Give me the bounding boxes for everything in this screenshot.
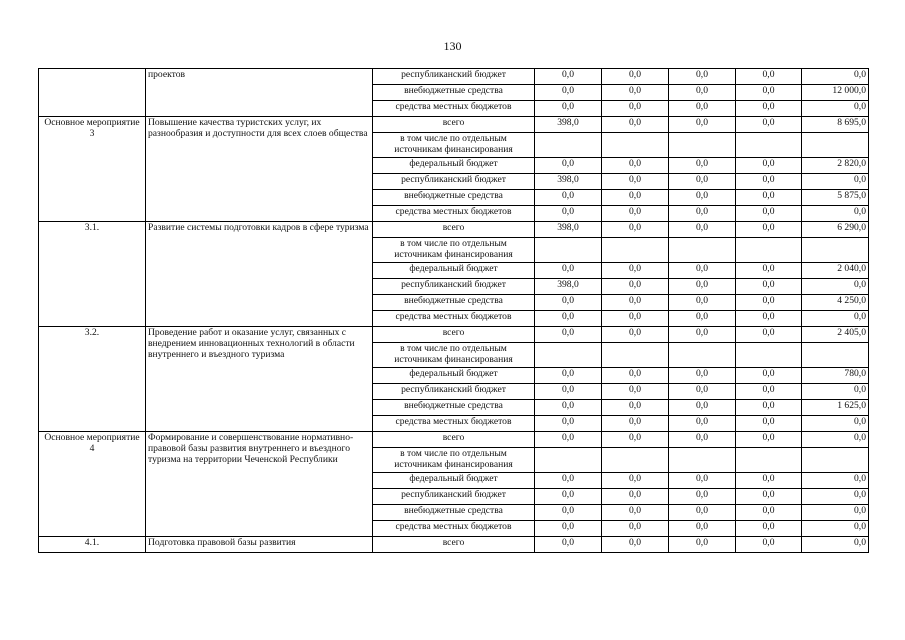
- amount-cell: 1 625,0: [802, 400, 869, 416]
- amount-cell: 0,0: [602, 222, 669, 238]
- amount-cell: [602, 343, 669, 368]
- funding-source-cell: внебюджетные средства: [373, 190, 535, 206]
- amount-cell: 0,0: [669, 158, 736, 174]
- amount-cell: [802, 133, 869, 158]
- amount-cell: 0,0: [602, 117, 669, 133]
- amount-cell: 0,0: [736, 432, 802, 448]
- amount-cell: 8 695,0: [802, 117, 869, 133]
- amount-cell: 0,0: [669, 101, 736, 117]
- amount-cell: 0,0: [736, 368, 802, 384]
- budget-table: [38, 68, 869, 553]
- amount-cell: 4 250,0: [802, 295, 869, 311]
- amount-cell: 0,0: [802, 537, 869, 553]
- amount-cell: 0,0: [535, 384, 602, 400]
- amount-cell: 0,0: [602, 521, 669, 537]
- amount-cell: 0,0: [736, 400, 802, 416]
- amount-cell: 0,0: [535, 190, 602, 206]
- amount-cell: 0,0: [802, 174, 869, 190]
- funding-source-cell: всего: [373, 117, 535, 133]
- amount-cell: 0,0: [669, 174, 736, 190]
- amount-cell: 0,0: [535, 158, 602, 174]
- funding-source-cell: средства местных бюджетов: [373, 416, 535, 432]
- amount-cell: 0,0: [736, 206, 802, 222]
- amount-cell: 0,0: [669, 279, 736, 295]
- amount-cell: 0,0: [802, 384, 869, 400]
- amount-cell: 6 290,0: [802, 222, 869, 238]
- table-row: [39, 69, 869, 85]
- measure-code-cell: Основное мероприятие 3: [39, 117, 146, 222]
- funding-source-cell: республиканский бюджет: [373, 174, 535, 190]
- funding-source-cell: республиканский бюджет: [373, 69, 535, 85]
- amount-cell: 0,0: [535, 400, 602, 416]
- amount-cell: 0,0: [802, 473, 869, 489]
- funding-source-cell: всего: [373, 222, 535, 238]
- amount-cell: 0,0: [535, 101, 602, 117]
- amount-cell: 0,0: [669, 537, 736, 553]
- amount-cell: 0,0: [736, 69, 802, 85]
- table-row: [39, 327, 869, 343]
- measure-title-cell: Формирование и совершенствование нормативно-правовой базы развития внутреннего и въездного туризма на территории Чеченской Республики: [146, 432, 373, 537]
- amount-cell: 0,0: [736, 279, 802, 295]
- amount-cell: 398,0: [535, 174, 602, 190]
- amount-cell: 0,0: [736, 85, 802, 101]
- funding-source-cell: всего: [373, 537, 535, 553]
- funding-source-cell: всего: [373, 327, 535, 343]
- funding-source-cell: внебюджетные средства: [373, 85, 535, 101]
- amount-cell: 0,0: [602, 400, 669, 416]
- amount-cell: 0,0: [669, 295, 736, 311]
- table-row: [39, 222, 869, 238]
- funding-source-cell: в том числе по отдельным источникам финансирования: [373, 238, 535, 263]
- amount-cell: 0,0: [669, 473, 736, 489]
- amount-cell: [736, 133, 802, 158]
- amount-cell: 0,0: [602, 505, 669, 521]
- funding-source-cell: федеральный бюджет: [373, 263, 535, 279]
- amount-cell: [535, 343, 602, 368]
- amount-cell: 0,0: [802, 101, 869, 117]
- amount-cell: 0,0: [802, 311, 869, 327]
- funding-source-cell: средства местных бюджетов: [373, 311, 535, 327]
- amount-cell: 0,0: [736, 537, 802, 553]
- amount-cell: 0,0: [602, 416, 669, 432]
- funding-source-cell: в том числе по отдельным источникам финансирования: [373, 343, 535, 368]
- amount-cell: 0,0: [602, 473, 669, 489]
- amount-cell: 0,0: [602, 432, 669, 448]
- amount-cell: 0,0: [535, 489, 602, 505]
- funding-source-cell: внебюджетные средства: [373, 505, 535, 521]
- amount-cell: [736, 238, 802, 263]
- amount-cell: 0,0: [802, 505, 869, 521]
- amount-cell: 0,0: [802, 489, 869, 505]
- budget-table-body: [39, 69, 869, 553]
- amount-cell: 0,0: [535, 295, 602, 311]
- funding-source-cell: средства местных бюджетов: [373, 521, 535, 537]
- amount-cell: 0,0: [736, 384, 802, 400]
- funding-source-cell: республиканский бюджет: [373, 489, 535, 505]
- amount-cell: 0,0: [602, 368, 669, 384]
- amount-cell: 2 820,0: [802, 158, 869, 174]
- amount-cell: 0,0: [669, 400, 736, 416]
- amount-cell: [602, 133, 669, 158]
- amount-cell: [669, 448, 736, 473]
- amount-cell: [802, 238, 869, 263]
- amount-cell: 398,0: [535, 117, 602, 133]
- amount-cell: 0,0: [669, 489, 736, 505]
- table-row: [39, 537, 869, 553]
- funding-source-cell: в том числе по отдельным источникам финансирования: [373, 133, 535, 158]
- measure-code-cell: 3.1.: [39, 222, 146, 327]
- amount-cell: 0,0: [535, 327, 602, 343]
- amount-cell: [602, 238, 669, 263]
- amount-cell: 0,0: [535, 311, 602, 327]
- amount-cell: 0,0: [535, 368, 602, 384]
- amount-cell: 0,0: [736, 473, 802, 489]
- funding-source-cell: в том числе по отдельным источникам финансирования: [373, 448, 535, 473]
- amount-cell: 0,0: [602, 311, 669, 327]
- amount-cell: 0,0: [802, 432, 869, 448]
- measure-code-cell: 4.1.: [39, 537, 146, 553]
- measure-code-cell: [39, 69, 146, 117]
- amount-cell: 0,0: [669, 384, 736, 400]
- amount-cell: [669, 133, 736, 158]
- amount-cell: 0,0: [736, 327, 802, 343]
- amount-cell: 0,0: [669, 432, 736, 448]
- amount-cell: 0,0: [602, 327, 669, 343]
- amount-cell: 0,0: [802, 69, 869, 85]
- amount-cell: [802, 448, 869, 473]
- amount-cell: 0,0: [535, 69, 602, 85]
- amount-cell: 0,0: [736, 489, 802, 505]
- amount-cell: 0,0: [736, 190, 802, 206]
- amount-cell: 12 000,0: [802, 85, 869, 101]
- amount-cell: 0,0: [669, 521, 736, 537]
- amount-cell: [736, 448, 802, 473]
- table-row: [39, 432, 869, 448]
- amount-cell: 0,0: [669, 416, 736, 432]
- amount-cell: 0,0: [802, 206, 869, 222]
- amount-cell: 780,0: [802, 368, 869, 384]
- amount-cell: 0,0: [736, 101, 802, 117]
- amount-cell: 0,0: [602, 85, 669, 101]
- amount-cell: 0,0: [669, 190, 736, 206]
- amount-cell: 0,0: [669, 222, 736, 238]
- table-row: [39, 117, 869, 133]
- amount-cell: [736, 343, 802, 368]
- amount-cell: 0,0: [669, 117, 736, 133]
- amount-cell: 0,0: [736, 222, 802, 238]
- amount-cell: 398,0: [535, 279, 602, 295]
- amount-cell: 0,0: [802, 279, 869, 295]
- amount-cell: 0,0: [535, 416, 602, 432]
- funding-source-cell: республиканский бюджет: [373, 384, 535, 400]
- amount-cell: 2 405,0: [802, 327, 869, 343]
- amount-cell: 0,0: [736, 416, 802, 432]
- amount-cell: 0,0: [802, 521, 869, 537]
- page-number: 130: [443, 39, 462, 53]
- measure-title-cell: Подготовка правовой базы развития: [146, 537, 373, 553]
- measure-code-cell: 3.2.: [39, 327, 146, 432]
- amount-cell: 0,0: [535, 537, 602, 553]
- amount-cell: 0,0: [669, 85, 736, 101]
- amount-cell: 0,0: [736, 295, 802, 311]
- amount-cell: 0,0: [602, 384, 669, 400]
- funding-source-cell: федеральный бюджет: [373, 473, 535, 489]
- amount-cell: [669, 238, 736, 263]
- amount-cell: 0,0: [602, 263, 669, 279]
- amount-cell: [535, 133, 602, 158]
- amount-cell: 0,0: [535, 85, 602, 101]
- measure-code-cell: Основное мероприятие 4: [39, 432, 146, 537]
- amount-cell: 0,0: [535, 206, 602, 222]
- amount-cell: [669, 343, 736, 368]
- funding-source-cell: средства местных бюджетов: [373, 101, 535, 117]
- amount-cell: 0,0: [669, 368, 736, 384]
- measure-title-cell: Развитие системы подготовки кадров в сфере туризма: [146, 222, 373, 327]
- amount-cell: 0,0: [736, 263, 802, 279]
- funding-source-cell: внебюджетные средства: [373, 295, 535, 311]
- amount-cell: 0,0: [602, 537, 669, 553]
- amount-cell: 0,0: [802, 416, 869, 432]
- funding-source-cell: всего: [373, 432, 535, 448]
- amount-cell: 0,0: [602, 69, 669, 85]
- amount-cell: 0,0: [669, 263, 736, 279]
- amount-cell: 0,0: [669, 206, 736, 222]
- amount-cell: 0,0: [535, 473, 602, 489]
- measure-title-cell: Повышение качества туристских услуг, их разнообразия и доступности для всех слоев общества: [146, 117, 373, 222]
- amount-cell: 0,0: [602, 101, 669, 117]
- amount-cell: 0,0: [535, 505, 602, 521]
- amount-cell: 0,0: [535, 432, 602, 448]
- amount-cell: 0,0: [602, 158, 669, 174]
- measure-title-cell: проектов: [146, 69, 373, 117]
- amount-cell: 0,0: [736, 505, 802, 521]
- amount-cell: [802, 343, 869, 368]
- amount-cell: 0,0: [602, 206, 669, 222]
- amount-cell: [535, 238, 602, 263]
- amount-cell: 2 040,0: [802, 263, 869, 279]
- amount-cell: 0,0: [736, 158, 802, 174]
- amount-cell: 0,0: [736, 521, 802, 537]
- amount-cell: 0,0: [669, 311, 736, 327]
- amount-cell: 0,0: [535, 521, 602, 537]
- amount-cell: 0,0: [669, 505, 736, 521]
- amount-cell: 5 875,0: [802, 190, 869, 206]
- funding-source-cell: средства местных бюджетов: [373, 206, 535, 222]
- amount-cell: 0,0: [602, 190, 669, 206]
- amount-cell: 0,0: [602, 295, 669, 311]
- amount-cell: [602, 448, 669, 473]
- funding-source-cell: федеральный бюджет: [373, 368, 535, 384]
- amount-cell: 0,0: [736, 174, 802, 190]
- funding-source-cell: внебюджетные средства: [373, 400, 535, 416]
- funding-source-cell: республиканский бюджет: [373, 279, 535, 295]
- funding-source-cell: федеральный бюджет: [373, 158, 535, 174]
- measure-title-cell: Проведение работ и оказание услуг, связанных с внедрением инновационных технологий в области внутреннего и въездного туризма: [146, 327, 373, 432]
- amount-cell: 0,0: [602, 489, 669, 505]
- amount-cell: [535, 448, 602, 473]
- amount-cell: 0,0: [535, 263, 602, 279]
- amount-cell: 0,0: [602, 174, 669, 190]
- amount-cell: 0,0: [669, 327, 736, 343]
- amount-cell: 0,0: [736, 311, 802, 327]
- amount-cell: 398,0: [535, 222, 602, 238]
- amount-cell: 0,0: [602, 279, 669, 295]
- amount-cell: 0,0: [736, 117, 802, 133]
- amount-cell: 0,0: [669, 69, 736, 85]
